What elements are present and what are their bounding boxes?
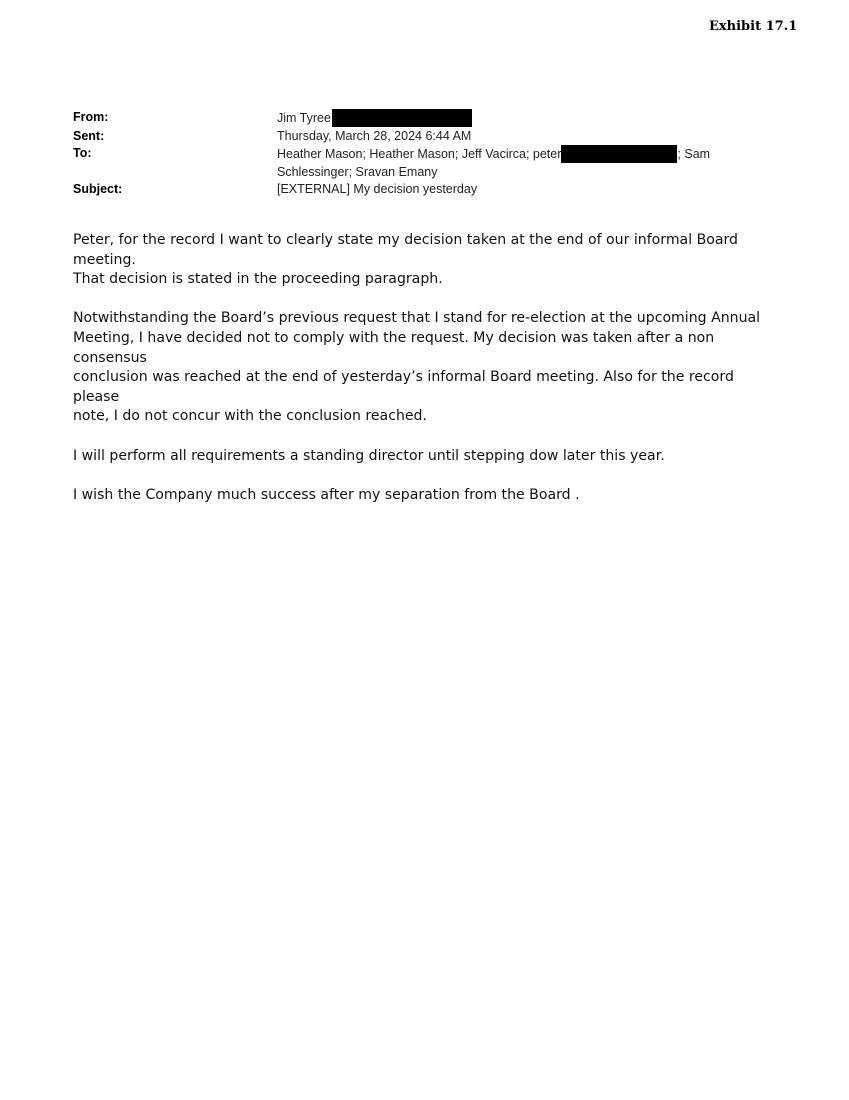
body-paragraph-4: I wish the Company much success after my separation from the Board . xyxy=(73,486,580,503)
from-row xyxy=(73,109,773,128)
email-body xyxy=(73,231,783,525)
exhibit-label: Exhibit 17.1 xyxy=(709,19,798,34)
body-line: Peter, for the record I want to clearly state my decision taken at the end of our informal Board meeting. xyxy=(73,232,739,268)
from-label: From: xyxy=(73,110,109,124)
to-recipients-after: ; Sam xyxy=(677,147,711,161)
subject-label: Subject: xyxy=(73,182,123,196)
from-name: Jim Tyree xyxy=(277,111,331,125)
body-line: conclusion was reached at the end of yesterday’s informal Board meeting. Also for the record please xyxy=(73,369,734,405)
sent-row xyxy=(73,128,773,146)
body-line: Meeting, I have decided not to comply with the request. My decision was taken after a non consensus xyxy=(73,329,715,366)
to-row xyxy=(73,145,773,181)
to-recipients-before: Heather Mason; Heather Mason; Jeff Vacirca; peter xyxy=(277,147,562,161)
to-label: To: xyxy=(73,146,92,160)
redaction-block xyxy=(561,145,677,163)
subject-value: [EXTERNAL] My decision yesterday xyxy=(277,182,478,196)
body-paragraph-3: I will perform all requirements a standing director until stepping dow later this year. xyxy=(73,447,665,464)
email-header xyxy=(73,109,773,199)
redaction-block xyxy=(332,109,472,127)
subject-row xyxy=(73,181,773,199)
to-value xyxy=(277,145,773,181)
from-value xyxy=(277,109,773,128)
body-line: note, I do not concur with the conclusion reached. xyxy=(73,408,427,425)
to-line-1 xyxy=(277,145,773,164)
sent-value: Thursday, March 28, 2024 6:44 AM xyxy=(277,128,472,143)
body-paragraph-1 xyxy=(73,231,783,290)
sent-label: Sent: xyxy=(73,128,105,143)
body-line: Notwithstanding the Board’s previous request that I stand for re-election at the upcoming Annual xyxy=(73,310,761,327)
body-line: That decision is stated in the proceeding paragraph. xyxy=(73,271,443,288)
to-line-2: Schlessinger; Sravan Emany xyxy=(277,164,438,179)
body-paragraph-2 xyxy=(73,309,783,427)
